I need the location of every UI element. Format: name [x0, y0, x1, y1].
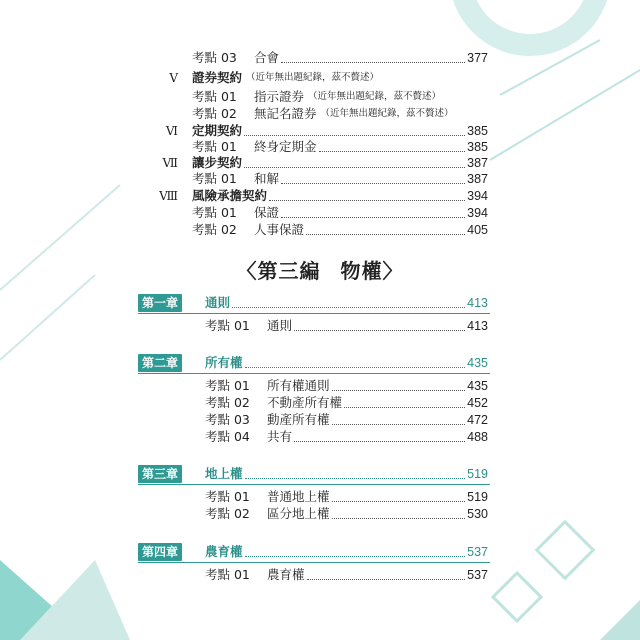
- page-number: 435: [467, 379, 488, 393]
- toc-topic-row[interactable]: [205, 506, 488, 522]
- topic-title: 保證: [254, 205, 280, 220]
- toc-chapter-row[interactable]: [205, 355, 488, 371]
- toc-topic-row[interactable]: [192, 171, 488, 187]
- deco-diamond: [493, 573, 541, 621]
- toc-topic-row[interactable]: [205, 489, 488, 505]
- topic-prefix: 考點 02: [205, 506, 250, 521]
- dot-leader: [244, 167, 465, 168]
- dot-leader: [281, 183, 465, 184]
- part-name: 物權: [340, 259, 383, 283]
- page-number: 537: [467, 568, 488, 582]
- topic-title: 區分地上權: [267, 506, 330, 521]
- chapter-badge: 第四章: [138, 543, 182, 561]
- chapter-badge: 第一章: [138, 294, 182, 312]
- toc-topic-row[interactable]: [192, 205, 488, 221]
- toc-topic-row[interactable]: [192, 139, 488, 155]
- part-heading: [0, 255, 640, 284]
- section-roman: Ⅶ: [162, 156, 178, 170]
- dot-leader: [344, 407, 465, 408]
- chapter-badge: 第二章: [138, 354, 182, 372]
- toc-topic-row[interactable]: [192, 89, 488, 105]
- page-number: 537: [467, 545, 488, 559]
- chapter-divider: [138, 373, 490, 374]
- chapter-title: 通則: [205, 295, 231, 310]
- dot-leader: [332, 424, 466, 425]
- dot-leader: [281, 217, 465, 218]
- topic-prefix: 考點 03: [192, 50, 237, 65]
- section-title: 定期契約: [192, 123, 243, 138]
- topic-title: 動產所有權: [267, 412, 330, 427]
- part-bracket-close: 〉: [382, 259, 404, 283]
- topic-title: 不動產所有權: [267, 395, 343, 410]
- dot-leader: [245, 556, 466, 557]
- dot-leader: [306, 234, 465, 235]
- toc-chapter-row[interactable]: [205, 295, 488, 311]
- toc-topic-row[interactable]: [205, 567, 488, 583]
- dot-leader: [245, 367, 466, 368]
- dot-leader: [294, 330, 465, 331]
- topic-prefix: 考點 02: [205, 395, 250, 410]
- topic-title: 普通地上權: [267, 489, 330, 504]
- toc-topic-row[interactable]: [192, 50, 488, 66]
- topic-title: 終身定期金: [254, 139, 317, 154]
- toc-topic-row[interactable]: [192, 222, 488, 238]
- page-number: 519: [467, 467, 488, 481]
- section-title: 證券契約: [192, 70, 243, 85]
- dot-leader: [244, 135, 465, 136]
- page-number: 472: [467, 413, 488, 427]
- deco-ring-inner: [500, 0, 560, 5]
- chapter-divider: [138, 313, 490, 314]
- deco-triangle: [0, 560, 90, 640]
- deco-ring-outer: [460, 0, 600, 45]
- chapter-divider: [138, 562, 490, 563]
- topic-title: 所有權通則: [267, 378, 330, 393]
- deco-line: [500, 40, 600, 95]
- section-roman: Ⅷ: [159, 189, 178, 203]
- deco-line: [490, 70, 640, 160]
- toc-chapter-row[interactable]: [205, 466, 488, 482]
- page-number: 385: [467, 124, 488, 138]
- section-title: 風險承擔契約: [192, 188, 268, 203]
- page-number: 452: [467, 396, 488, 410]
- dot-leader: [245, 478, 466, 479]
- topic-prefix: 考點 02: [192, 106, 237, 121]
- chapter-badge: 第三章: [138, 465, 182, 483]
- topic-title: 人事保證: [254, 222, 305, 237]
- part-label: 第三編: [257, 259, 321, 283]
- topic-title: 和解: [254, 171, 280, 186]
- dot-leader: [269, 200, 465, 201]
- page-number: 377: [467, 51, 488, 65]
- dot-leader: [332, 518, 466, 519]
- page-number: 387: [467, 156, 488, 170]
- deco-diamond: [537, 522, 594, 579]
- topic-title: 共有: [267, 429, 293, 444]
- topic-note: （近年無出題紀錄，茲不贅述）: [320, 108, 454, 119]
- toc-section-row[interactable]: [192, 123, 488, 139]
- topic-prefix: 考點 01: [205, 489, 250, 504]
- section-roman: Ⅵ: [165, 124, 178, 138]
- topic-prefix: 考點 01: [205, 318, 250, 333]
- topic-prefix: 考點 01: [192, 139, 237, 154]
- page-number: 435: [467, 356, 488, 370]
- topic-prefix: 考點 03: [205, 412, 250, 427]
- page-number: 405: [467, 223, 488, 237]
- topic-title: 合會: [254, 50, 280, 65]
- dot-leader: [281, 62, 465, 63]
- toc-chapter-row[interactable]: [205, 544, 488, 560]
- topic-note: （近年無出題紀錄，茲不贅述）: [308, 91, 442, 102]
- topic-title: 無記名證券: [254, 106, 317, 121]
- topic-prefix: 考點 02: [192, 222, 237, 237]
- dot-leader: [332, 501, 466, 502]
- deco-triangle-light: [20, 560, 130, 640]
- dot-leader: [319, 151, 466, 152]
- page-number: 394: [467, 206, 488, 220]
- topic-title: 通則: [267, 318, 293, 333]
- toc-topic-row[interactable]: [205, 412, 488, 428]
- section-roman: Ⅴ: [169, 71, 178, 85]
- page-number: 385: [467, 140, 488, 154]
- deco-triangle-right: [600, 600, 640, 640]
- chapter-title: 所有權: [205, 355, 243, 370]
- topic-prefix: 考點 01: [192, 171, 237, 186]
- page-number: 413: [467, 296, 488, 310]
- toc-topic-row[interactable]: [205, 395, 488, 411]
- dot-leader: [294, 441, 465, 442]
- page-number: 519: [467, 490, 488, 504]
- topic-prefix: 考點 01: [205, 378, 250, 393]
- chapter-title: 農育權: [205, 544, 243, 559]
- topic-prefix: 考點 01: [192, 205, 237, 220]
- page-number: 394: [467, 189, 488, 203]
- topic-prefix: 考點 01: [192, 89, 237, 104]
- toc-section-row[interactable]: [192, 188, 488, 204]
- chapter-divider: [138, 484, 490, 485]
- page-number: 387: [467, 172, 488, 186]
- toc-topic-row[interactable]: [205, 318, 488, 334]
- topic-prefix: 考點 01: [205, 567, 250, 582]
- page-number: 488: [467, 430, 488, 444]
- dot-leader: [307, 579, 466, 580]
- chapter-title: 地上權: [205, 466, 243, 481]
- topic-title: 農育權: [267, 567, 305, 582]
- toc-topic-row[interactable]: [205, 429, 488, 445]
- toc-section-row[interactable]: [192, 70, 488, 86]
- dot-leader: [332, 390, 466, 391]
- topic-prefix: 考點 04: [205, 429, 250, 444]
- deco-line: [0, 275, 95, 360]
- toc-topic-row[interactable]: [205, 378, 488, 394]
- section-title: 讓步契約: [192, 155, 243, 170]
- toc-topic-row[interactable]: [192, 106, 488, 122]
- dot-leader: [232, 307, 465, 308]
- section-note: （近年無出題紀錄，茲不贅述）: [246, 72, 380, 83]
- topic-title: 指示證券: [254, 89, 305, 104]
- page-number: 413: [467, 319, 488, 333]
- part-bracket-open: 〈: [236, 259, 258, 283]
- toc-section-row[interactable]: [192, 155, 488, 171]
- page-number: 530: [467, 507, 488, 521]
